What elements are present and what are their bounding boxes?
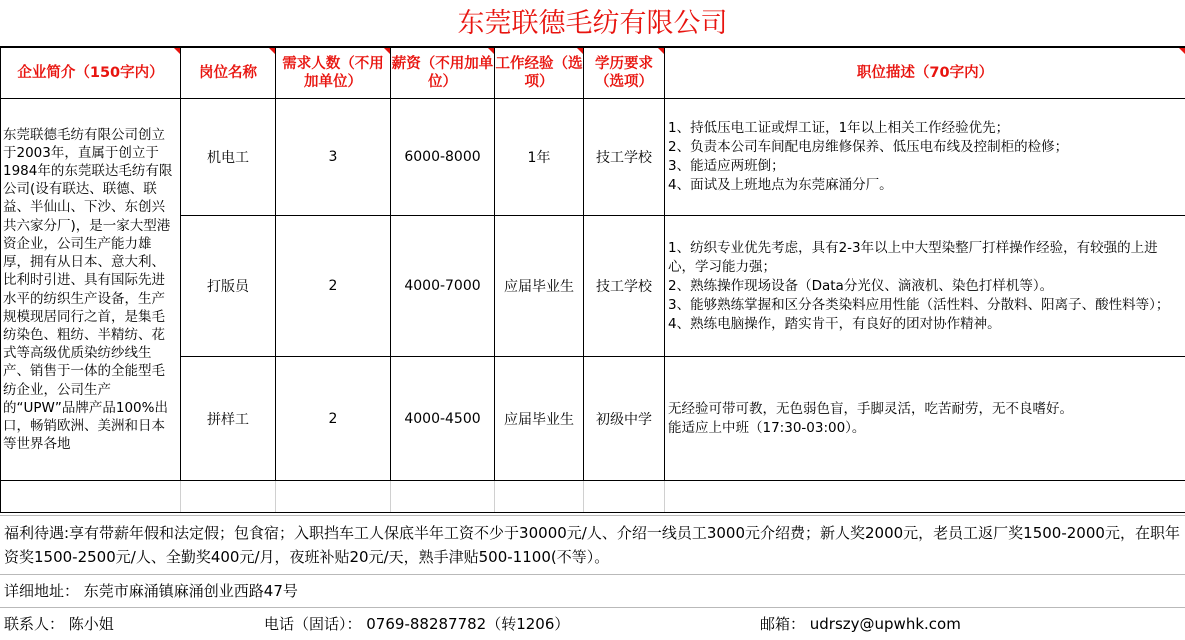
header-intro: 企业简介（150字内）	[1, 48, 181, 99]
job-experience: 应届毕业生	[495, 216, 584, 357]
header-experience: 工作经验（选项）	[495, 48, 584, 99]
job-experience: 应届毕业生	[495, 357, 584, 481]
table-row	[1, 99, 1185, 216]
contact-phone: 电话（固话）： 0769-88287782（转1206）	[264, 608, 569, 640]
address-text: 详细地址： 东莞市麻涌镇麻涌创业西路47号	[0, 574, 1185, 607]
header-education: 学历要求（选项）	[584, 48, 665, 99]
job-count: 3	[276, 99, 391, 216]
job-count: 2	[276, 216, 391, 357]
job-education: 初级中学	[584, 357, 665, 481]
header-row	[1, 48, 1185, 99]
contact-line	[0, 607, 1185, 639]
job-salary: 4000-7000	[391, 216, 495, 357]
job-salary: 4000-4500	[391, 357, 495, 481]
job-count: 2	[276, 357, 391, 481]
job-description: 无经验可带可教，无色弱色盲，手脚灵活，吃苦耐劳，无不良嗜好。 能适应上中班（17:30-03:00）。	[665, 357, 1185, 481]
company-title: 东莞联德毛纺有限公司	[0, 0, 1185, 47]
contact-person: 联系人： 陈小姐	[4, 608, 114, 640]
job-position: 机电工	[181, 99, 276, 216]
job-table	[0, 47, 1185, 513]
header-description: 职位描述（70字内）	[665, 48, 1185, 99]
contact-email: 邮箱： udrszy@upwhk.com	[760, 608, 961, 640]
job-salary: 6000-8000	[391, 99, 495, 216]
job-description: 1、持低压电工证或焊工证，1年以上相关工作经验优先； 2、负责本公司车间配电房维修保养、低压电布线及控制柜的检修； 3、能适应两班倒； 4、面试及上班地点为东莞麻涌分厂。	[665, 99, 1185, 216]
empty-row	[1, 481, 1185, 513]
header-position: 岗位名称	[181, 48, 276, 99]
job-position: 打版员	[181, 216, 276, 357]
header-salary: 薪资（不用加单位）	[391, 48, 495, 99]
job-education: 技工学校	[584, 216, 665, 357]
header-count: 需求人数（不用加单位）	[276, 48, 391, 99]
job-position: 拼样工	[181, 357, 276, 481]
job-education: 技工学校	[584, 99, 665, 216]
company-intro: 东莞联德毛纺有限公司创立于2003年，直属于创立于1984年的东莞联达毛纺有限公司(设有联达、联德、联益、半仙山、下沙、东创兴共六家分厂)，是一家大型港资企业，公司生产能力雄厚，拥有从日本、意大利、比利时引进、具有国际先进水平的纺织生产设备，生产规模现居同行之首，是集毛纺染色、粗纺、半精纺、花式等高级优质染纺纱线生产、销售于一体的全能型毛纺企业，公司生产的“UPW”品牌产品100%出口，畅销欧洲、美洲和日本等世界各地	[1, 99, 181, 481]
job-experience: 1年	[495, 99, 584, 216]
job-description: 1、纺织专业优先考虑，具有2-3年以上中大型染整厂打样操作经验，有较强的上进心，学习能力强； 2、熟练操作现场设备（Data分光仪、滴液机、染色打样机等）。 3、能够熟练掌握和区分各类染料应用性能（活性料、分散料、阳离子、酸性料等）； 4、熟练电脑操作，踏实肯干，有良好的团对协作精神。	[665, 216, 1185, 357]
benefits-text: 福利待遇:享有带薪年假和法定假；包食宿；入职挡车工人保底半年工资不少于30000元/人、介绍一线员工3000元介绍费；新人奖2000元，老员工返厂奖1500-2000元，在职年资奖1500-2500元/人、全勤奖400元/月，夜班补贴20元/天，熟手津贴500-1100(不等）。	[0, 515, 1185, 574]
